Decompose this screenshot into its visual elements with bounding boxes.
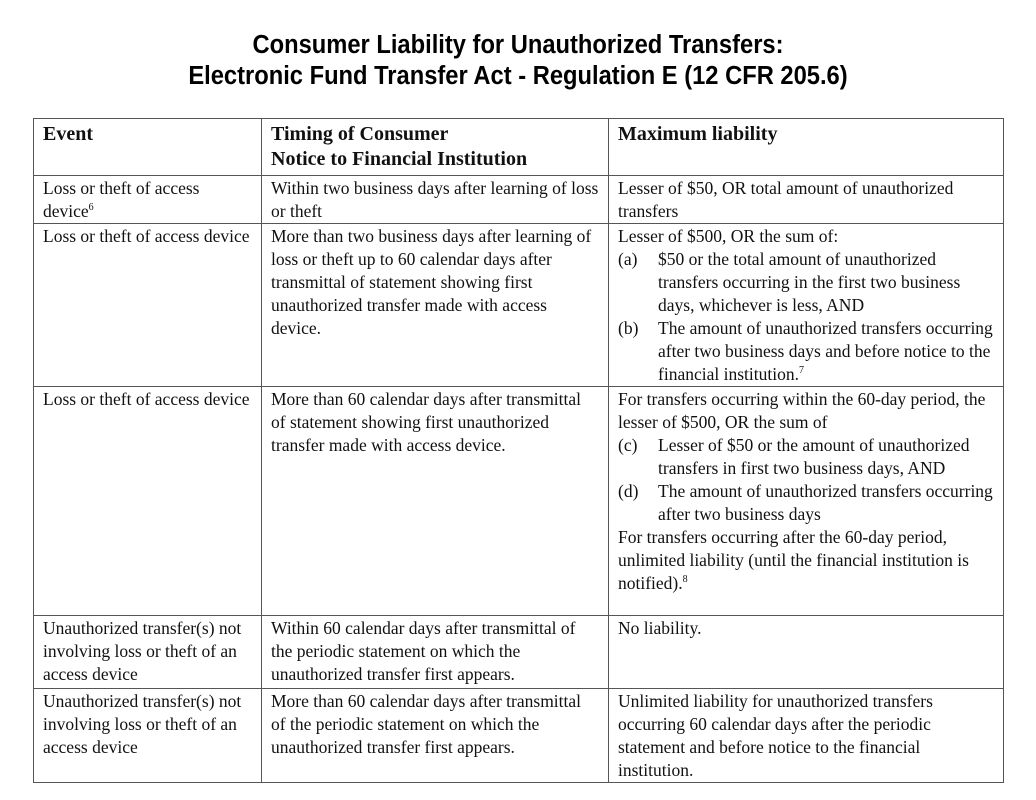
liability-cell <box>609 224 1004 387</box>
timing-cell: More than 60 calendar days after transmittal of the periodic statement on which the unauthorized transfer first appears. <box>262 689 609 783</box>
event-cell: Loss or theft of access device <box>34 387 262 616</box>
liability-cell: Lesser of $50, OR total amount of unauthorized transfers <box>609 176 1004 224</box>
header-event: Event <box>34 119 262 176</box>
table-header-row <box>34 119 1004 176</box>
liability-cell: No liability. <box>609 616 1004 689</box>
event-text: Loss or theft of access device <box>43 178 200 221</box>
table-row <box>34 176 1004 224</box>
footnote-marker: 6 <box>88 202 94 213</box>
item-text: The amount of unauthorized transfers occurring after two business days and before notice to the financial institution. <box>658 318 993 384</box>
liability-cell: Unlimited liability for unauthorized transfers occurring 60 calendar days after the periodic statement and before notice to the financial institution. <box>609 689 1004 783</box>
table-row <box>34 224 1004 387</box>
header-liability: Maximum liability <box>609 119 1004 176</box>
title-line-2: Electronic Fund Transfer Act - Regulation E (12 CFR 205.6) <box>188 62 848 90</box>
event-cell <box>34 176 262 224</box>
item-text: $50 or the total amount of unauthorized transfers occurring in the first two business days, whichever is less, AND <box>658 249 961 315</box>
item-label: (b) <box>618 318 639 338</box>
timing-cell: Within two business days after learning of loss or theft <box>262 176 609 224</box>
item-label: (d) <box>618 481 639 501</box>
liability-item <box>618 248 994 317</box>
liability-item <box>618 434 994 480</box>
item-label: (c) <box>618 435 638 455</box>
footnote-marker: 7 <box>798 365 804 376</box>
liability-intro: For transfers occurring within the 60-day period, the lesser of $500, OR the sum of <box>618 389 986 432</box>
event-cell: Unauthorized transfer(s) not involving loss or theft of an access device <box>34 616 262 689</box>
timing-cell: Within 60 calendar days after transmittal of the periodic statement on which the unauthorized transfer first appears. <box>262 616 609 689</box>
table-row <box>34 387 1004 616</box>
liability-intro: Lesser of $500, OR the sum of: <box>618 226 839 246</box>
item-text: The amount of unauthorized transfers occurring after two business days <box>658 481 993 524</box>
liability-cell <box>609 387 1004 616</box>
header-timing-line-1: Timing of Consumer <box>271 123 449 145</box>
liability-table <box>33 118 1004 783</box>
liability-item <box>618 317 994 386</box>
liability-outro <box>618 526 994 595</box>
table-row <box>34 689 1004 783</box>
header-timing-line-2: Notice to Financial Institution <box>271 148 528 170</box>
outro-text: For transfers occurring after the 60-day period, unlimited liability (until the financial institution is notified). <box>618 527 969 593</box>
item-text: Lesser of $50 or the amount of unauthorized transfers in first two business days, AND <box>658 435 970 478</box>
event-cell: Unauthorized transfer(s) not involving loss or theft of an access device <box>34 689 262 783</box>
event-cell: Loss or theft of access device <box>34 224 262 387</box>
header-timing <box>262 119 609 176</box>
footnote-marker: 8 <box>682 574 688 585</box>
item-label: (a) <box>618 249 638 269</box>
timing-cell: More than 60 calendar days after transmittal of statement showing first unauthorized transfer made with access device. <box>262 387 609 616</box>
liability-item <box>618 480 994 526</box>
timing-cell: More than two business days after learning of loss or theft up to 60 calendar days after transmittal of statement showing first unauthorized transfer made with access device. <box>262 224 609 387</box>
document-title <box>36 30 999 92</box>
item-text-wrap <box>658 317 994 386</box>
title-line-1: Consumer Liability for Unauthorized Transfers: <box>252 31 784 59</box>
table-row <box>34 616 1004 689</box>
